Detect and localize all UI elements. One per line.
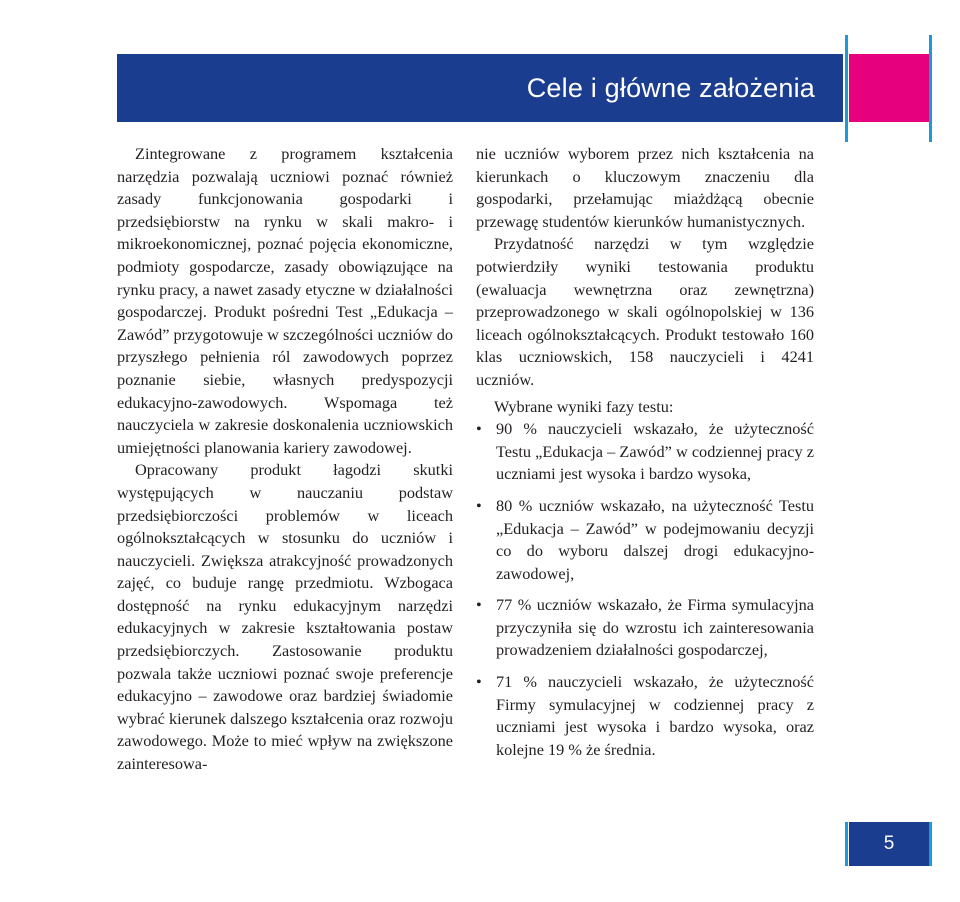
- page-number: 5: [883, 833, 895, 854]
- bullet-icon: •: [476, 595, 482, 615]
- page-number-box: [849, 822, 929, 866]
- right-column: [476, 143, 814, 770]
- footer-rule-left: [845, 822, 848, 866]
- list-item: [476, 671, 814, 761]
- bullet-icon: •: [476, 672, 482, 692]
- header-rule-right: [929, 35, 932, 142]
- header-rule-left: [845, 35, 848, 142]
- paragraph-continuation: nie uczniów wyborem przez nich kształcenia na kierunkach o kluczowym znaczeniu dla gospodarki, przełamując miażdżącą obecnie przewagę studentów kierunków humanistycznych.: [476, 144, 814, 231]
- left-column: [117, 143, 453, 776]
- list-item: [476, 495, 814, 585]
- paragraph: Zintegrowane z programem kształcenia narzędzia pozwalają uczniowi poznać również zasady funkcjonowania gospodarki i przedsiębiorstw na rynku w skali makro- i mikroekonomicznej, poznać pojęcia ekonomiczne, podmioty gospodarcze, zasady obowiązujące na rynku pracy, a nawet zasady etyczne w działalności gospodarczej. Produkt pośredni Test „Edukacja – Zawód” przygotowuje w szczególności uczniów do przyszłego pełnienia ról zawodowych poprzez poznanie siebie, własnych predyspozycji edukacyjno-zawodowych. Wspomaga też nauczyciela w zakresie doskonalenia uczniowskich umiejętności planowania kariery zawodowej.: [117, 144, 453, 457]
- list-item-text: 80 % uczniów wskazało, na użyteczność Testu „Edukacja – Zawód” w podejmowaniu decyzji co do wyboru dalszej drogi edukacyjno-zawodowej,: [496, 495, 814, 583]
- paragraph: Opracowany produkt łagodzi skutki występujących w nauczaniu podstaw przedsiębiorczości problemów w liceach ogólnokształcących w stosunku do uczniów i nauczycieli. Zwiększa atrakcyjność prowadzonych zajęć, co buduje rangę przedmiotu. Wzbogaca dostępność na rynku edukacyjnym narzędzi edukacyjnych w zakresie kształtowania postaw przedsiębiorczych. Zastosowanie produktu pozwala także uczniowi poznać swoje preferencje edukacyjno – zawodowe oraz bardziej świadomie wybrać kierunek dalszego kształcenia oraz rozwoju zawodowego. Może to mieć wpływ na zwiększone zainteresowa-: [117, 460, 453, 774]
- section-title: Cele i główne założenia: [526, 73, 815, 103]
- list-item: [476, 418, 814, 486]
- bullet-icon: •: [476, 419, 482, 439]
- paragraph: Przydatność narzędzi w tym względzie potwierdziły wyniki testowania produktu (ewaluacja wewnętrzna oraz zewnętrzna) przeprowadzonego w skali ogólnopolskiej w 136 liceach ogólnokształcących. Produkt testowało 160 klas uczniowskich, 158 nauczycieli i 4241 uczniów.: [476, 234, 814, 389]
- header-band: [117, 54, 843, 122]
- bullet-icon: •: [476, 495, 482, 515]
- list-item-text: 71 % nauczycieli wskazało, że użyteczność Firmy symulacyjnej w codziennej pracy z uczniami jest wysoka i bardzo wysoka, oraz kolejne 19 % że średnia.: [496, 672, 814, 759]
- list-item: [476, 594, 814, 662]
- footer-rule-right: [929, 822, 932, 866]
- results-intro: Wybrane wyniki fazy testu:: [494, 396, 674, 416]
- header-accent-block: [849, 54, 929, 122]
- results-list: [476, 418, 814, 761]
- list-item-text: 90 % nauczycieli wskazało, że użyteczność Testu „Edukacja – Zawód” w codziennej pracy z uczniami jest wysoka i bardzo wysoka,: [496, 419, 814, 484]
- list-item-text: 77 % uczniów wskazało, że Firma symulacyjna przyczyniła się do wzrostu ich zainteresowania prowadzeniem działalności gospodarczej,: [496, 595, 814, 660]
